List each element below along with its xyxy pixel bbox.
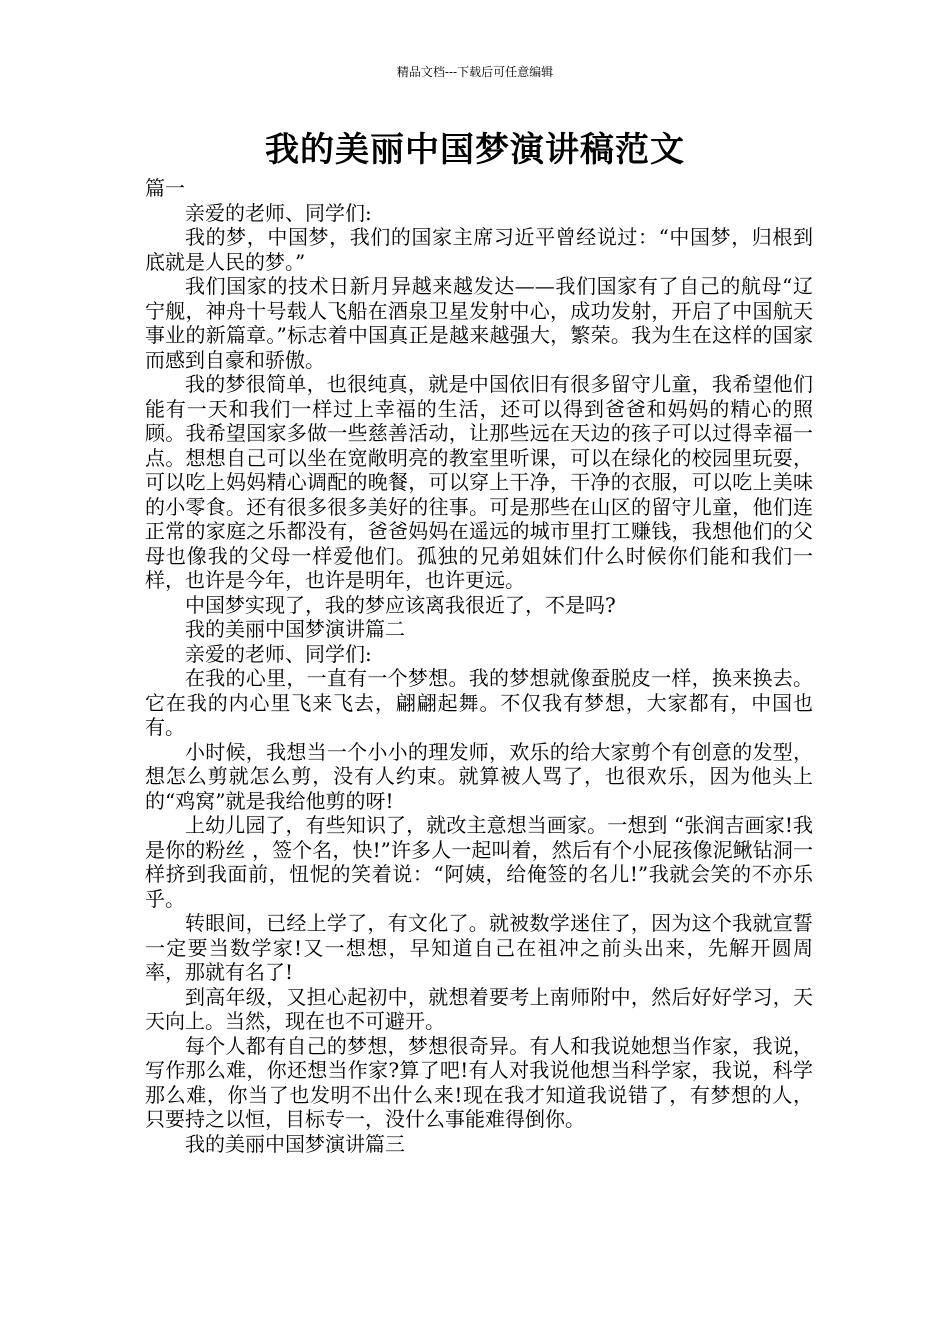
page-header-note: 精品文档---下载后可任意编辑 xyxy=(396,65,554,79)
section-heading: 我的美丽中国梦演讲篇二 xyxy=(185,617,405,641)
paragraph: 中国梦实现了，我的梦应该离我很近了，不是吗? xyxy=(185,592,616,617)
document-title: 我的美丽中国梦演讲稿范文 xyxy=(265,130,685,170)
section-label: 篇一 xyxy=(145,176,185,200)
paragraph: 小时候，我想当一个小小的理发师，欢乐的给大家剪个有创意的发型，想怎么剪就怎么剪，没有人约束。就算被人骂了，也很欢乐，因为他头上的“鸡窝”就是我给他剪的呀! xyxy=(145,739,813,813)
paragraph: 每个人都有自己的梦想，梦想很奇异。有人和我说她想当作家，我说，写作那么难，你还想当作家?算了吧!有人对我说他想当科学家，我说，科学那么难，你当了也发明不出什么来!现在我才知道我说错了，有梦想的人，只要持之以恒，目标专一，没什么事能难得倒你。 xyxy=(145,1033,813,1131)
paragraph-greeting: 亲爱的老师、同学们: xyxy=(185,200,372,225)
paragraph: 我的梦很简单，也很纯真，就是中国依旧有很多留守儿童，我希望他们能有一天和我们一样过上幸福的生活，还可以得到爸爸和妈妈的精心的照顾。我希望国家多做一些慈善活动，让那些远在天边的孩子可以过得幸福一点。想想自己可以坐在宽敞明亮的教室里听课，可以在绿化的校园里玩耍，可以吃上妈妈精心调配的晚餐，可以穿上干净，干净的衣服，可以吃上美味的小零食。还有很多很多美好的往事。可是那些在山区的留守儿童，他们连正常的家庭之乐都没有，爸爸妈妈在遥远的城市里打工赚钱，我想他们的父母也像我的父母一样爱他们。孤独的兄弟姐妹们什么时候你们能和我们一样，也许是今年，也许是明年，也许更远。 xyxy=(145,372,813,592)
paragraph: 到高年级，又担心起初中，就想着要考上南师附中，然后好好学习，天天向上。当然，现在也不可避开。 xyxy=(145,984,813,1033)
paragraph: 上幼儿园了，有些知识了，就改主意想当画家。一想到 “张润吉画家!我是你的粉丝 ，签个名，快!”许多人一起叫着，然后有个小屁孩像泥鳅钻洞一样挤到我面前，忸怩的笑着说：“阿姨，给俺签的名儿!”我就会笑的不亦乐乎。 xyxy=(145,813,813,911)
section-heading: 我的美丽中国梦演讲篇三 xyxy=(185,1131,405,1156)
paragraph: 在我的心里，一直有一个梦想。我的梦想就像蚕脱皮一样，换来换去。它在我的内心里飞来飞去，翩翩起舞。不仅我有梦想，大家都有，中国也有。 xyxy=(145,666,813,739)
paragraph: 我的梦，中国梦，我们的国家主席习近平曾经说过：“中国梦，归根到底就是人民的梦。” xyxy=(145,225,813,274)
paragraph: 转眼间，已经上学了，有文化了。就被数学迷住了，因为这个我就宣誓一定要当数学家!又一想想，早知道自己在祖冲之前头出来，先解开圆周率，那就有名了! xyxy=(145,911,813,984)
paragraph-greeting: 亲爱的老师、同学们: xyxy=(185,641,372,666)
paragraph: 我们国家的技术日新月异越来越发达——我们国家有了自己的航母“辽宁舰，神舟十号载人飞船在酒泉卫星发射中心，成功发射，开启了中国航天事业的新篇章。”标志着中国真正是越来越强大，繁荣。我为生在这样的国家而感到自豪和骄傲。 xyxy=(145,274,813,372)
document-body xyxy=(145,176,813,1156)
